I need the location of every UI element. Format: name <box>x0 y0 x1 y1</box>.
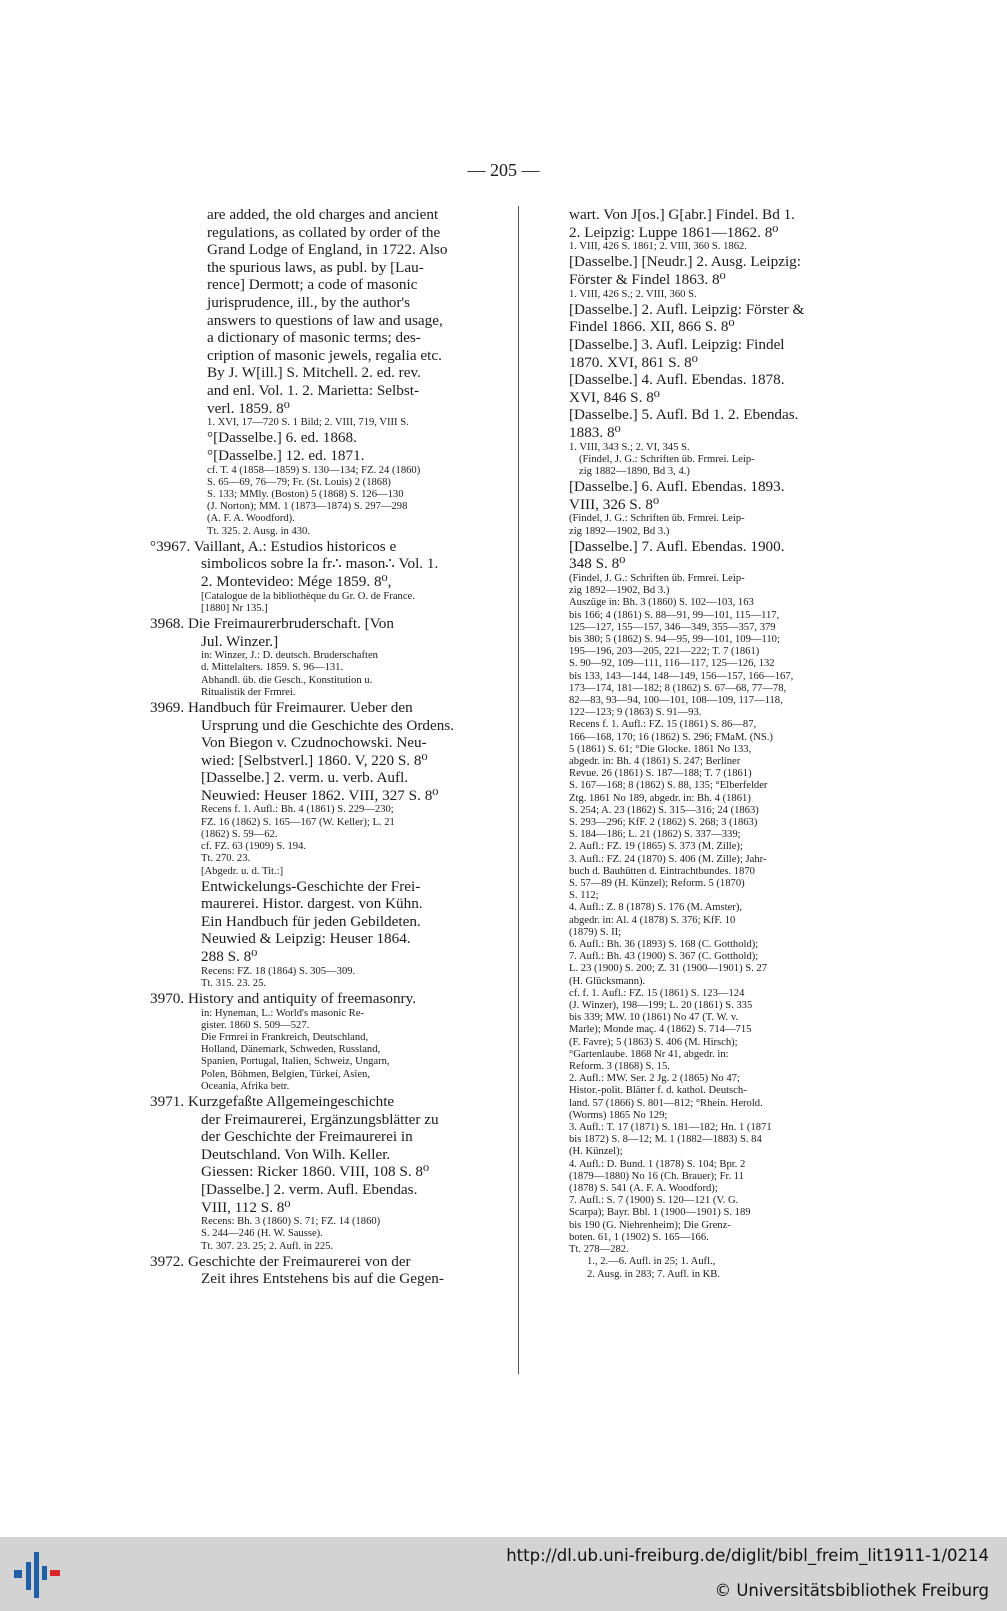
left-text-line: °3967. Vaillant, A.: Estudios historicos e <box>150 537 397 555</box>
left-text-line: S. 65—69, 76—79; Fr. (St. Louis) 2 (1868) <box>207 476 391 488</box>
right-text-line: Reform. 3 (1868) S. 15. <box>569 1061 670 1073</box>
copyright-notice: © Universitätsbibliothek Freiburg <box>714 1581 989 1600</box>
footer-bar <box>0 1537 1007 1611</box>
left-text-line: [Catalogue de la bibliothèque du Gr. O. de France. <box>201 590 415 602</box>
right-text-line: 1., 2.—6. Aufl. in 25; 1. Aufl., <box>587 1256 716 1268</box>
left-text-line: der Freimaurerei, Ergänzungsblätter zu <box>201 1110 439 1128</box>
right-text-line: 1. VIII, 426 S. 1861; 2. VIII, 360 S. 1862. <box>569 241 747 253</box>
right-text-line: 82—83, 93—94, 100—101, 108—109, 117—118, <box>569 694 783 706</box>
right-text-line: S. 293—296; KfF. 2 (1862) S. 268; 3 (1863) <box>569 816 758 828</box>
left-text-line: are added, the old charges and ancient <box>207 206 439 223</box>
right-text-line: [Dasselbe.] 2. Aufl. Leipzig: Förster & <box>569 300 805 318</box>
right-text-line: Recens f. 1. Aufl.: FZ. 15 (1861) S. 86—87, <box>569 719 757 731</box>
left-text-line: Neuwied: Heuser 1862. VIII, 327 S. 8⁰ <box>201 786 439 804</box>
right-text-line: 2. Ausg. in 283; 7. Aufl. in KB. <box>587 1268 721 1280</box>
left-text-line: Oceania, Afrika betr. <box>201 1080 290 1092</box>
right-text-line: 2. Leipzig: Luppe 1861—1862. 8⁰ <box>569 223 779 241</box>
column-divider <box>518 206 519 1374</box>
right-text-line: XVI, 846 S. 8⁰ <box>569 388 660 406</box>
left-text-line: Polen, Böhmen, Belgien, Türkei, Asien, <box>201 1068 370 1080</box>
left-text-line: 3970. History and antiquity of freemasonry. <box>150 990 417 1008</box>
right-text-line: 1. VIII, 343 S.; 2. VI, 345 S. <box>569 441 690 453</box>
left-text-line: 3972. Geschichte der Freimaurerei von der <box>150 1252 411 1270</box>
left-text-line: der Geschichte der Freimaurerei in <box>201 1128 413 1146</box>
left-text-line: verl. 1859. 8⁰ <box>207 399 290 417</box>
right-text-line: 3. Aufl.: FZ. 24 (1870) S. 406 (M. Zille); Jahr- <box>569 853 767 865</box>
left-text-line: VIII, 112 S. 8⁰ <box>201 1198 291 1216</box>
right-text-line: (1879—1880) No 16 (Ch. Brauer); Fr. 11 <box>569 1170 744 1182</box>
right-text-line: [Dasselbe.] [Neudr.] 2. Ausg. Leipzig: <box>569 253 801 271</box>
right-text-line: (Worms) 1865 No 129; <box>569 1109 668 1121</box>
left-text-line: cf. FZ. 63 (1909) S. 194. <box>201 841 307 853</box>
right-text-line: [Dasselbe.] 6. Aufl. Ebendas. 1893. <box>569 478 785 496</box>
left-text-line: [1880] Nr 135.] <box>201 602 268 614</box>
left-text-line: d. Mittelalters. 1859. S. 96—131. <box>201 662 344 674</box>
right-text-line: (Findel, J. G.: Schriften üb. Frmrei. Leip- <box>569 513 745 525</box>
left-text-line: jurisprudence, ill., by the author's <box>207 293 411 311</box>
right-text-line: Marle); Monde maç. 4 (1862) S. 714—715 <box>569 1024 752 1036</box>
left-text-line: [Dasselbe.] 2. verm. Aufl. Ebendas. <box>201 1181 418 1199</box>
left-text-line: FZ. 16 (1862) S. 165—167 (W. Keller); L. 21 <box>201 816 395 828</box>
right-text-line: (H. Glücksmann). <box>569 975 646 987</box>
left-text-line: 1. XVI, 17—720 S. 1 Bild; 2. VIII, 719, VIII S. <box>207 417 409 429</box>
left-text-line: the spurious laws, as publ. by [Lau- <box>207 258 424 276</box>
left-text-line: S. 133; MMly. (Boston) 5 (1868) S. 126—130 <box>207 488 404 500</box>
right-text-line: 1883. 8⁰ <box>569 423 621 441</box>
right-text-line: 2. Aufl.: FZ. 19 (1865) S. 373 (M. Zille); <box>569 841 743 853</box>
left-text-line: 3968. Die Freimaurerbruderschaft. [Von <box>150 614 394 632</box>
left-text-line: [Dasselbe.] 2. verm. u. verb. Aufl. <box>201 769 409 787</box>
left-text-line: answers to questions of law and usage, <box>207 311 443 329</box>
left-text-line: 2. Montevideo: Mége 1859. 8⁰, <box>201 572 392 590</box>
left-text-line: and enl. Vol. 1. 2. Marietta: Selbst- <box>207 381 420 399</box>
right-text-line: 7. Aufl.: Bh. 43 (1900) S. 367 (C. Gotthold); <box>569 951 759 963</box>
left-text-line: 3971. Kurzgefaßte Allgemeingeschichte <box>150 1093 395 1111</box>
right-text-line: S. 254; A. 23 (1862) S. 315—316; 24 (1863) <box>569 804 759 816</box>
right-text-line: (H. Künzel); <box>569 1146 623 1158</box>
left-text-line: in: Hyneman, L.: World's masonic Re- <box>201 1007 364 1019</box>
right-text-line: Histor.-polit. Blätter f. d. kathol. Deutsch- <box>569 1085 747 1097</box>
left-text-line: Tt. 307. 23. 25; 2. Aufl. in 225. <box>201 1240 334 1252</box>
left-text-line: gister. 1860 S. 509—527. <box>201 1019 310 1031</box>
right-text-line: cf. f. 1. Aufl.: FZ. 15 (1861) S. 123—124 <box>569 987 745 999</box>
left-text-line: a dictionary of masonic terms; des- <box>207 329 421 347</box>
right-text-line: S. 167—168; 8 (1862) S. 88, 135; °Elberfelder <box>569 780 768 792</box>
left-text-line: (1862) S. 59—62. <box>201 828 278 840</box>
right-text-line: 3. Aufl.: T. 17 (1871) S. 181—182; Hn. 1 (1871 <box>569 1122 772 1134</box>
left-text-line: Tt. 315. 23. 25. <box>201 977 267 989</box>
right-text-line: abgedr. in: Al. 4 (1878) S. 376; KfF. 10 <box>569 914 736 926</box>
right-text-line: (1878) S. 541 (A. F. A. Woodford); <box>569 1183 718 1195</box>
right-text-line: bis 1872) S. 8—12; M. 1 (1882—1883) S. 84 <box>569 1134 762 1146</box>
right-text-line: Scarpa); Bayr. Bbl. 1 (1900—1901) S. 189 <box>569 1207 751 1219</box>
right-text-line: 1. VIII, 426 S.; 2. VIII, 360 S. <box>569 288 697 300</box>
right-text-line: zig 1882—1890, Bd 3, 4.) <box>579 465 690 477</box>
right-text-line: (Findel, J. G.: Schriften üb. Frmrei. Leip- <box>579 453 755 465</box>
left-text-line: (A. F. A. Woodford). <box>207 513 295 525</box>
left-text-line: °[Dasselbe.] 6. ed. 1868. <box>207 429 357 447</box>
right-text-line: S. 57—89 (H. Künzel); Reform. 5 (1870) <box>569 878 745 889</box>
left-text-line: regulations, as collated by order of the <box>207 223 441 241</box>
right-text-line: wart. Von J[os.] G[abr.] Findel. Bd 1. <box>569 206 795 223</box>
right-text-line: 4. Aufl.: D. Bund. 1 (1878) S. 104; Bpr. 2 <box>569 1158 746 1170</box>
page-number: — 205 — <box>467 160 540 180</box>
right-text-line: bis 380; 5 (1862) S. 94—95, 99—101, 109—110; <box>569 633 780 645</box>
left-text-line: Zeit ihres Entstehens bis auf die Gegen- <box>201 1270 444 1288</box>
right-text-line: buch d. Bauhütten d. Eintrachtbundes. 1870 <box>569 865 755 877</box>
right-text-line: bis 190 (G. Niehrenheim); Die Grenz- <box>569 1219 731 1231</box>
right-text-line: 173—174, 181—182; 8 (1862) S. 67—68, 77—78, <box>569 682 787 694</box>
right-text-line: bis 339; MW. 10 (1861) No 47 (T. W. v. <box>569 1012 739 1024</box>
right-text-line: 7. Aufl.: S. 7 (1900) S. 120—121 (V. G. <box>569 1195 739 1207</box>
right-text-line: [Dasselbe.] 4. Aufl. Ebendas. 1878. <box>569 371 785 389</box>
right-text-line: boten. 61, 1 (1902) S. 165—166. <box>569 1231 709 1243</box>
right-text-line: Findel 1866. XII, 866 S. 8⁰ <box>569 318 735 336</box>
left-text-line: Spanien, Portugal, Italien, Schweiz, Ungarn, <box>201 1056 390 1068</box>
right-text-line: (Findel, J. G.: Schriften üb. Frmrei. Leip- <box>569 572 745 584</box>
right-text-line: [Dasselbe.] 3. Aufl. Leipzig: Findel <box>569 335 785 353</box>
left-text-line: Holland, Dänemark, Schweden, Russland, <box>201 1044 381 1056</box>
right-text-line: (F. Favre); 5 (1863) S. 406 (M. Hirsch); <box>569 1036 738 1048</box>
ub-freiburg-logo-icon <box>12 1548 64 1600</box>
right-text-line: 348 S. 8⁰ <box>569 555 626 573</box>
left-text-line: S. 244—246 (H. W. Sausse). <box>201 1228 323 1240</box>
right-text-line: Ztg. 1861 No 189, abgedr. in: Bh. 4 (1861) <box>569 792 751 804</box>
left-text-line: Entwickelungs-Geschichte der Frei- <box>201 877 421 895</box>
left-text-line: Recens: FZ. 18 (1864) S. 305—309. <box>201 965 356 977</box>
right-text-line: 4. Aufl.: Z. 8 (1878) S. 176 (M. Amster), <box>569 902 743 914</box>
right-text-line: VIII, 326 S. 8⁰ <box>569 495 660 513</box>
left-text-line: 288 S. 8⁰ <box>201 948 258 966</box>
left-text-line: Giessen: Ricker 1860. VIII, 108 S. 8⁰ <box>201 1163 430 1181</box>
right-column <box>569 206 863 1281</box>
left-text-line: cf. T. 4 (1858—1859) S. 130—134; FZ. 24 (1860) <box>207 464 421 476</box>
left-text-line: Ritualistik der Frmrei. <box>201 686 296 698</box>
left-text-line: rence] Dermott; a code of masonic <box>207 276 418 294</box>
right-text-line: (1879) S. II; <box>569 926 622 938</box>
right-text-line: Auszüge in: Bh. 3 (1860) S. 102—103, 163 <box>569 597 754 609</box>
left-text-line: Abhandl. üb. die Gesch., Konstitution u. <box>201 674 373 686</box>
left-text-line: Ursprung und die Geschichte des Ordens. <box>201 716 455 734</box>
left-text-line: Deutschland. Von Wilh. Keller. <box>201 1145 391 1163</box>
right-text-line: bis 166; 4 (1861) S. 88—91, 99—101, 115—117, <box>569 609 780 621</box>
left-text-line: (J. Norton); MM. 1 (1873—1874) S. 297—298 <box>207 501 408 513</box>
right-text-line: [Dasselbe.] 7. Aufl. Ebendas. 1900. <box>569 537 785 555</box>
right-text-line: S. 184—186; L. 21 (1862) S. 337—339; <box>569 829 741 841</box>
right-text-line: 195—196, 203—205, 221—222; T. 7 (1861) <box>569 646 760 658</box>
right-text-line: land. 57 (1866) S. 801—812; °Rhein. Herold. <box>569 1097 763 1109</box>
right-text-line: L. 23 (1900) S. 200; Z. 31 (1900—1901) S. 27 <box>569 963 768 975</box>
left-text-line: By J. W[ill.] S. Mitchell. 2. ed. rev. <box>207 364 421 382</box>
right-text-line: S. 90—92, 109—111, 116—117, 125—126, 132 <box>569 658 775 670</box>
left-text-line: Grand Lodge of England, in 1722. Also <box>207 241 448 259</box>
left-text-line: Recens f. 1. Aufl.: Bh. 4 (1861) S. 229—230; <box>201 804 394 816</box>
left-text-line: simbolicos sobre la fr∴ mason∴ Vol. 1. <box>201 555 439 573</box>
left-text-line: cription of masonic jewels, regalia etc. <box>207 346 442 364</box>
right-text-line: (J. Winzer), 198—199; L. 20 (1861) S. 335 <box>569 1000 753 1012</box>
right-text-line: zig 1892—1902, Bd 3.) <box>569 585 670 597</box>
left-text-line: Ein Handbuch für jeden Gebildeten. <box>201 912 421 930</box>
right-text-line: 2. Aufl.: MW. Ser. 2 Jg. 2 (1865) No 47; <box>569 1073 740 1085</box>
right-text-line: zig 1892—1902, Bd 3.) <box>569 525 670 537</box>
left-text-line: Neuwied & Leipzig: Heuser 1864. <box>201 930 411 948</box>
left-text-line: Jul. Winzer.] <box>201 632 279 650</box>
left-text-line: [Abgedr. u. d. Tit.:] <box>201 865 284 877</box>
left-column <box>150 206 512 1288</box>
source-url[interactable]: http://dl.ub.uni-freiburg.de/diglit/bibl_freim_lit1911-1/0214 <box>506 1546 989 1565</box>
left-text-line: Die Frmrei in Frankreich, Deutschland, <box>201 1032 369 1044</box>
left-text-line: Tt. 270. 23. <box>201 853 251 865</box>
left-text-line: °[Dasselbe.] 12. ed. 1871. <box>207 446 365 464</box>
right-text-line: 5 (1861) S. 61; °Die Glocke. 1861 No 133, <box>569 743 752 755</box>
right-text-line: Tt. 278—282. <box>569 1244 629 1256</box>
right-text-line: 125—127, 155—157, 346—349, 355—357, 379 <box>569 621 776 633</box>
left-text-line: Recens: Bh. 3 (1860) S. 71; FZ. 14 (1860) <box>201 1216 381 1228</box>
left-text-line: in: Winzer, J.: D. deutsch. Bruderschaften <box>201 650 378 662</box>
left-text-line: 3969. Handbuch für Freimaurer. Ueber den <box>150 698 413 716</box>
right-text-line: °Gartenlaube. 1868 Nr 41, abgedr. in: <box>569 1048 729 1060</box>
right-text-line: Förster & Findel 1863. 8⁰ <box>569 270 726 288</box>
left-text-line: wied: [Selbstverl.] 1860. V, 220 S. 8⁰ <box>201 751 428 769</box>
left-text-line: Tt. 325. 2. Ausg. in 430. <box>207 525 310 537</box>
right-text-line: 6. Aufl.: Bh. 36 (1893) S. 168 (C. Gotthold); <box>569 939 759 951</box>
right-text-line: S. 112; <box>569 890 599 902</box>
right-text-line: [Dasselbe.] 5. Aufl. Bd 1. 2. Ebendas. <box>569 406 799 424</box>
right-text-line: 122—123; 9 (1863) S. 91—93. <box>569 707 702 719</box>
right-text-line: abgedr. in: Bh. 4 (1861) S. 247; Berliner <box>569 755 741 767</box>
right-text-line: 166—168, 170; 16 (1862) S. 296; FMaM. (NS.) <box>569 731 773 743</box>
right-text-line: Revue. 26 (1861) S. 187—188; T. 7 (1861) <box>569 768 752 780</box>
right-text-line: bis 133, 143—144, 148—149, 156—157, 166—167, <box>569 670 794 682</box>
right-text-line: 1870. XVI, 861 S. 8⁰ <box>569 353 698 371</box>
left-text-line: maurerei. Histor. dargest. von Kühn. <box>201 895 423 913</box>
left-text-line: Von Biegon v. Czudnochowski. Neu- <box>201 734 427 752</box>
